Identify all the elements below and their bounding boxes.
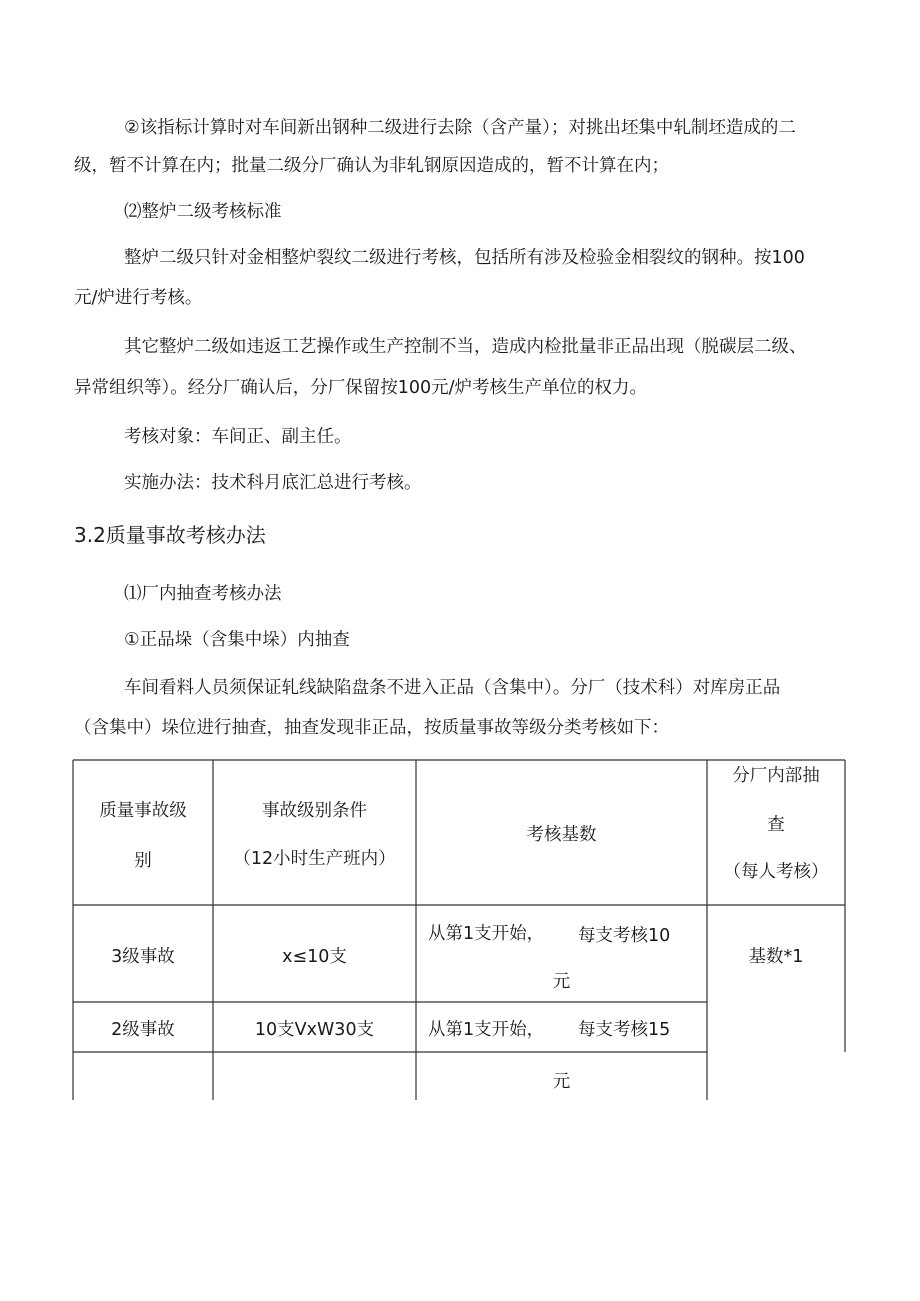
paragraph: 级，暂不计算在内；批量二级分厂确认为非轧钢原因造成的，暂不计算在内；: [74, 156, 669, 176]
table-header-internal-b: 查: [767, 815, 785, 835]
table-cell-level: 3级事故: [111, 947, 175, 967]
table-cell-basis-c: 元: [552, 972, 571, 992]
section-heading: 3.2质量事故考核办法: [74, 523, 266, 547]
table-cell-basis-b: 每支考核15: [578, 1020, 671, 1040]
table-header-internal-c: （每人考核）: [723, 862, 829, 882]
paragraph: 实施办法：技术科月底汇总进行考核。: [124, 473, 422, 493]
table-header-basis: 考核基数: [526, 825, 597, 845]
paragraph: 考核对象：车间正、副主任。: [124, 427, 352, 447]
table-cell-condition: 10支VxW30支: [254, 1020, 375, 1040]
table-cell-basis-c: 元: [552, 1072, 571, 1092]
table-cell-basis-b: 每支考核10: [578, 926, 671, 946]
table-cell-condition: x≤10支: [282, 947, 347, 967]
paragraph: ②该指标计算时对车间新出钢种二级进行去除（含产量）；对挑出坯集中轧制坯造成的二: [124, 118, 796, 138]
sub-heading: ⑴厂内抽查考核办法: [124, 584, 282, 604]
table-cell-basis-a: 从第1支开始，: [428, 1020, 545, 1040]
paragraph: 车间看料人员须保证轧线缺陷盘条不进入正品（含集中）。分厂（技术科）对库房正品: [124, 678, 781, 698]
paragraph: 其它整炉二级如违返工艺操作或生产控制不当，造成内检批量非正品出现（脱碳层二级、: [124, 337, 807, 357]
table-header-level-a: 质量事故级: [99, 801, 187, 821]
table-header-level-b: 别: [134, 851, 152, 871]
table-cell-level: 2级事故: [111, 1020, 175, 1040]
paragraph: 整炉二级只针对金相整炉裂纹二级进行考核，包括所有涉及检验金相裂纹的钢种。按100: [124, 248, 805, 268]
table-header-condition-b: （12小时生产班内）: [233, 849, 396, 869]
paragraph: （含集中）垛位进行抽查，抽查发现非正品，按质量事故等级分类考核如下：: [74, 718, 669, 738]
table-header-condition-a: 事故级别条件: [262, 801, 367, 821]
paragraph: 异常组织等）。经分厂确认后，分厂保留按100元/炉考核生产单位的权力。: [74, 378, 648, 398]
paragraph: 元/炉进行考核。: [74, 288, 203, 308]
table-header-internal-a: 分厂内部抽: [732, 766, 820, 786]
sub-heading: ①正品垛（含集中垛）内抽查: [124, 630, 350, 650]
table-cell-internal: 基数*1: [748, 947, 804, 967]
table-cell-basis-a: 从第1支开始，: [428, 924, 545, 944]
paragraph: ⑵整炉二级考核标准: [124, 202, 282, 222]
